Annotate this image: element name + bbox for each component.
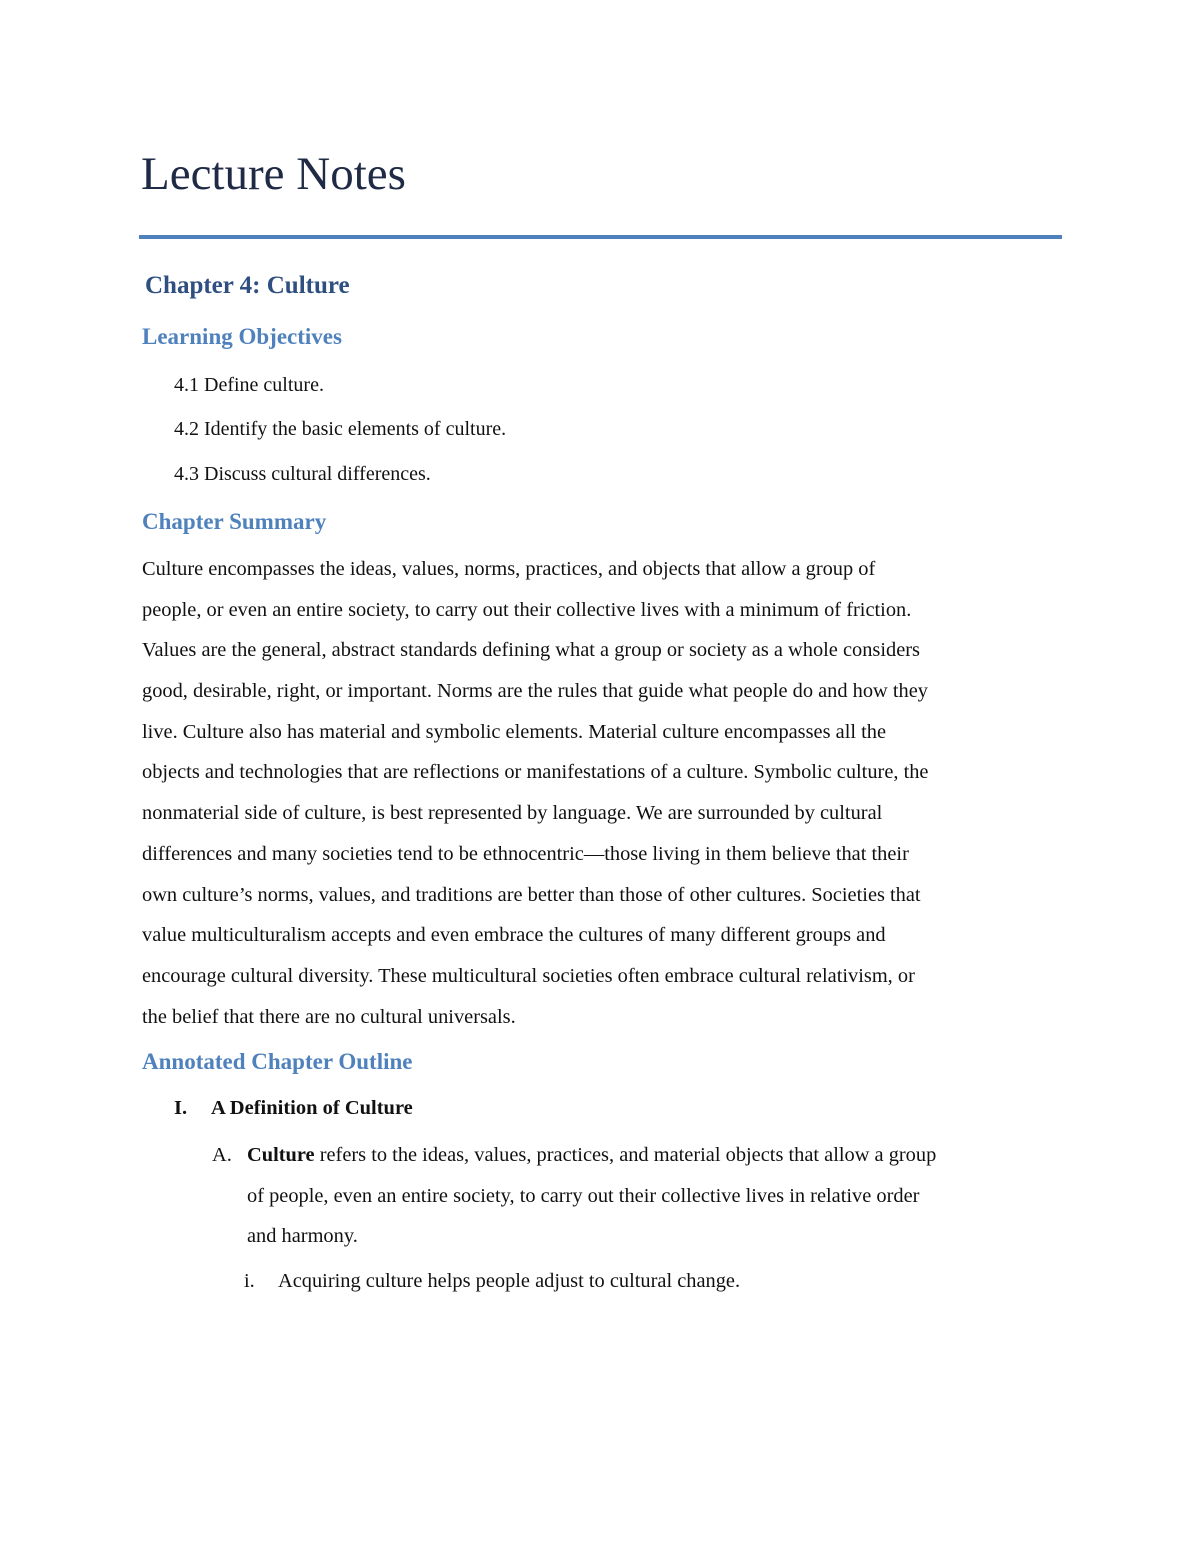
outline-item-a xyxy=(212,1141,1072,1263)
outline-item-text: refers to the ideas, values, practices, and material objects that allow a group xyxy=(314,1144,937,1166)
learning-objectives-heading: Learning Objectives xyxy=(142,324,342,349)
outline-marker: i. xyxy=(244,1270,255,1292)
summary-line: own culture’s norms, values, and traditions are better than those of other cultures. Societies that xyxy=(142,883,921,906)
outline-subitem-i xyxy=(244,1267,740,1295)
outline-item-line xyxy=(247,1141,1072,1182)
summary-line: nonmaterial side of culture, is best represented by language. We are surrounded by cultural xyxy=(142,802,883,825)
document-title: Lecture Notes xyxy=(141,148,406,200)
objective-item: 4.2 Identify the basic elements of culture. xyxy=(174,418,507,440)
chapter-summary-paragraph xyxy=(142,555,1082,1043)
summary-line: people, or even an entire society, to carry out their collective lives with a minimum of friction. xyxy=(142,598,912,621)
chapter-summary-heading: Chapter Summary xyxy=(142,509,327,534)
summary-line: value multiculturalism accepts and even embrace the cultures of many different groups and xyxy=(142,924,886,947)
summary-line: Culture encompasses the ideas, values, norms, practices, and objects that allow a group of xyxy=(142,558,876,580)
summary-line: Values are the general, abstract standards defining what a group or society as a whole considers xyxy=(142,639,920,662)
outline-item-line: and harmony. xyxy=(247,1225,358,1247)
objective-item: 4.3 Discuss cultural differences. xyxy=(174,463,431,485)
outline-item-line: of people, even an entire society, to carry out their collective lives in relative order xyxy=(247,1184,920,1207)
summary-line: live. Culture also has material and symbolic elements. Material culture encompasses all the xyxy=(142,720,887,743)
summary-line: differences and many societies tend to be ethnocentric—those living in them believe that their xyxy=(142,842,909,865)
annotated-outline-heading: Annotated Chapter Outline xyxy=(142,1049,413,1074)
objective-item: 4.1 Define culture. xyxy=(174,374,324,396)
outline-section-i xyxy=(174,1094,413,1122)
outline-term: Culture xyxy=(247,1144,315,1166)
summary-line: objects and technologies that are reflections or manifestations of a culture. Symbolic culture, the xyxy=(142,761,929,784)
outline-subitem-text: Acquiring culture helps people adjust to cultural change. xyxy=(278,1270,741,1292)
outline-marker: I. xyxy=(174,1097,188,1119)
title-divider xyxy=(139,235,1062,239)
chapter-heading: Chapter 4: Culture xyxy=(145,272,350,299)
summary-line: encourage cultural diversity. These multicultural societies often embrace cultural relativism, or xyxy=(142,964,915,987)
summary-line: the belief that there are no cultural universals. xyxy=(142,1005,516,1028)
outline-marker: A. xyxy=(212,1144,232,1166)
outline-section-title: A Definition of Culture xyxy=(211,1097,413,1119)
summary-line: good, desirable, right, or important. Norms are the rules that guide what people do and how they xyxy=(142,680,928,703)
